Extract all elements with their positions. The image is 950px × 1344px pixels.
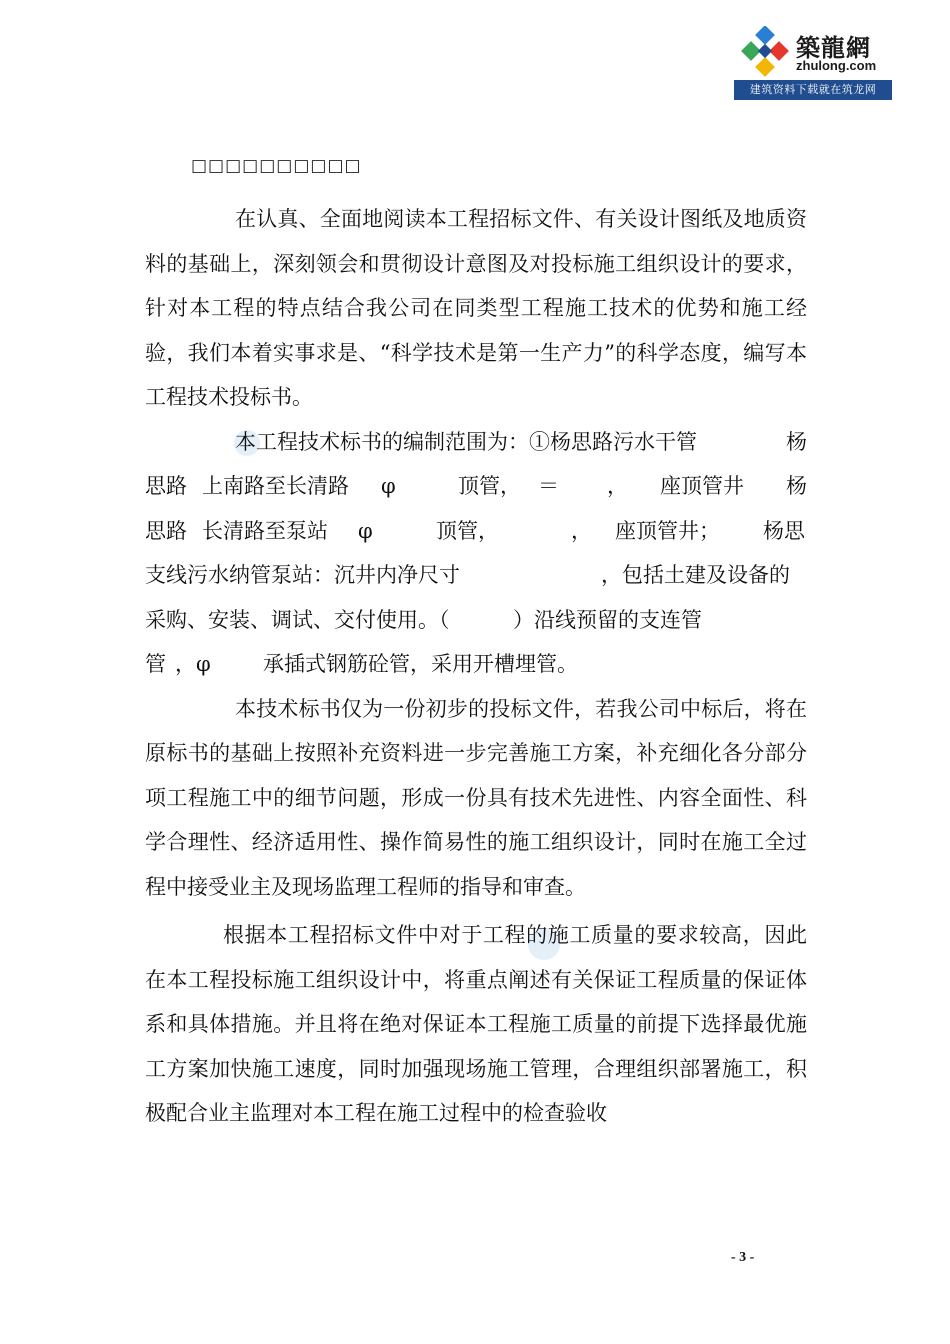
scope-text: ，包括土建及设备的 xyxy=(601,563,790,587)
scope-text: 管 xyxy=(145,652,166,676)
page-number: - 3 - xyxy=(731,1250,755,1265)
logo-chinese: 築龍網 xyxy=(796,34,871,62)
scope-text: 座顶管井 xyxy=(660,474,744,498)
scope-text: 杨思 xyxy=(763,518,805,543)
scope-text: 座顶管井； xyxy=(615,518,720,543)
scope-text: 思路 xyxy=(145,518,187,543)
scope-text: ）沿线预留的支连管 xyxy=(513,607,702,632)
paragraph-preliminary: 本技术标书仅为一份初步的投标文件，若我公司中标后，将在原标书的基础上按照补充资料进一步完善施工方案，补充细化各分部分项工程施工中的细节问题，形成一份具有技术先进性、内容全面性、科学合理性、经济适用性、操作简易性的施工组织设计，同时在施工全过程中接受业主及现场监理工程师的指导和审查。 xyxy=(145,696,807,899)
logo-pinwheel-icon xyxy=(738,26,792,78)
scope-text: ， xyxy=(571,518,592,543)
scope-text: 上南路至长清路 xyxy=(202,474,349,498)
scope-text: φ xyxy=(358,518,373,543)
scope-text: 顶管， xyxy=(436,518,499,543)
scope-text: φ xyxy=(381,474,396,498)
scope-text: 支线污水纳管泵站：沉井内净尺寸 xyxy=(145,563,460,587)
scope-text: 思路 xyxy=(145,474,187,498)
paragraph-intro: 在认真、全面地阅读本工程招标文件、有关设计图纸及地质资料的基础上，深刻领会和贯彻设计意图及对投标施工组织设计的要求，针对本工程的特点结合我公司在同类型工程施工技术的优势和施工经验，我们本着实事求是、“科学技术是第一生产力”的科学态度，编写本工程技术投标书。 xyxy=(145,207,807,409)
scope-text: 本工程技术标书的编制范围为：①杨思路污水干管 xyxy=(235,429,697,454)
zhulong-logo xyxy=(734,22,892,100)
logo-english: zhulong.com xyxy=(796,58,877,73)
scope-text: 顶管， xyxy=(458,474,521,498)
logo-slogan: 建筑资料下载就在筑龙网 xyxy=(734,80,892,100)
paragraph-scope xyxy=(145,420,807,687)
scope-text: ＝ xyxy=(538,474,559,498)
scope-text: 杨 xyxy=(786,429,807,454)
scope-text: 承插式钢筋砼管，采用开槽埋管。 xyxy=(263,652,578,676)
section-heading: □□□□□□□□□□ xyxy=(191,156,362,176)
paragraph-quality: 根据本工程招标文件中对于工程的施工质量的要求较高，因此在本工程投标施工组织设计中，将重点阐述有关保证工程质量的保证体系和具体措施。并且将在绝对保证本工程施工质量的前提下选择最优施工方案加快施工速度，同时加强现场施工管理，合理组织部署施工，积极配合业主监理对本工程在施工过程中的检查验收 xyxy=(145,923,807,1125)
scope-text: ，φ xyxy=(175,652,211,676)
scope-text: 采购、安装、调试、交付使用。（ xyxy=(145,607,450,632)
scope-text: 杨 xyxy=(786,474,807,498)
document-body xyxy=(145,197,807,1136)
logo-top xyxy=(734,22,892,80)
scope-text: 长清路至泵站 xyxy=(202,518,328,543)
scope-text: ， xyxy=(607,474,628,498)
